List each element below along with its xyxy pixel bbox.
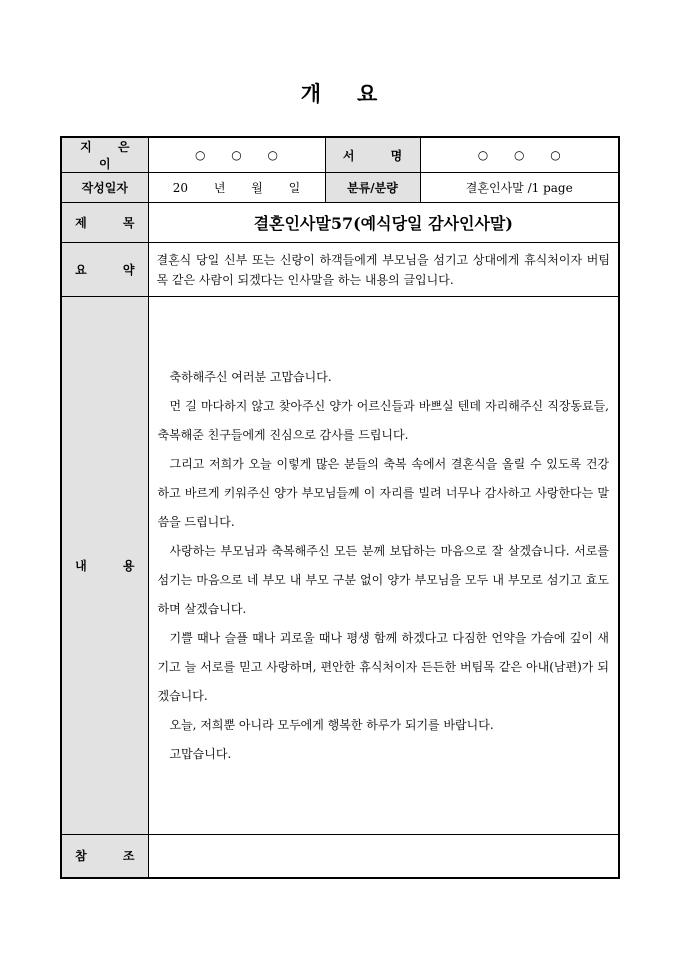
signature-label: 서 명 [325,137,420,173]
date-value: 20 년 월 일 [148,173,325,203]
subject-label: 제 목 [61,203,148,243]
content-paragraph: 사랑하는 부모님과 축복해주신 모든 분께 보답하는 마음으로 잘 살겠습니다. 서로를 섬기는 마음으로 네 부모 내 부모 구분 없이 양가 부모님을 모두 내 부모로 섬기고 효도하며 살겠습니다. [157,543,609,616]
reference-row [61,835,619,878]
summary-value: 결혼식 당일 신부 또는 신랑이 하객들에게 부모님을 섬기고 상대에게 휴식처이자 버팀목 같은 사람이 되겠다는 인사말을 하는 내용의 글입니다. [148,243,619,297]
subject-row [61,203,619,243]
content-label: 내 용 [61,297,148,835]
content-body [148,297,619,835]
reference-value [148,835,619,878]
category-value: 결혼인사말 /1 page [420,173,619,203]
overview-table [60,136,620,879]
document-title [0,78,680,108]
content-paragraph: 먼 길 마다하지 않고 찾아주신 양가 어르신들과 바쁘실 텐데 자리해주신 직장동료들, 축복해준 친구들에게 진심으로 감사를 드립니다. [157,398,609,442]
summary-label: 요 약 [61,243,148,297]
content-paragraph: 오늘, 저희뿐 아니라 모두에게 행복한 하루가 되기를 바랍니다. [169,717,494,732]
date-row [61,173,619,203]
document-title-left: 개 [300,81,323,106]
author-row [61,137,619,173]
date-label: 작성일자 [61,173,148,203]
document-title-right: 요 [357,81,380,106]
subject-value: 결혼인사말57(예식당일 감사인사말) [148,203,619,243]
content-paragraph: 기쁠 때나 슬플 때나 괴로울 때나 평생 함께 하겠다고 다짐한 언약을 가슴에 깊이 새기고 늘 서로를 믿고 사랑하며, 편안한 휴식처이자 든든한 버팀목 같은 아내(남편)가 되겠습니다. [157,630,609,703]
content-paragraph: 축하해주신 여러분 고맙습니다. [169,369,332,384]
content-paragraph: 고맙습니다. [169,746,232,761]
author-value: ○ ○ ○ [148,137,325,173]
category-label: 분류/분량 [325,173,420,203]
content-row [61,297,619,835]
author-label: 지 은 이 [61,137,148,173]
reference-label: 참 조 [61,835,148,878]
content-paragraph: 그리고 저희가 오늘 이렇게 많은 분들의 축복 속에서 결혼식을 올릴 수 있도록 건강하고 바르게 키워주신 양가 부모님들께 이 자리를 빌려 너무나 감사하고 사랑한다는 말씀을 드립니다. [157,456,609,529]
signature-value: ○ ○ ○ [420,137,619,173]
summary-row [61,243,619,297]
